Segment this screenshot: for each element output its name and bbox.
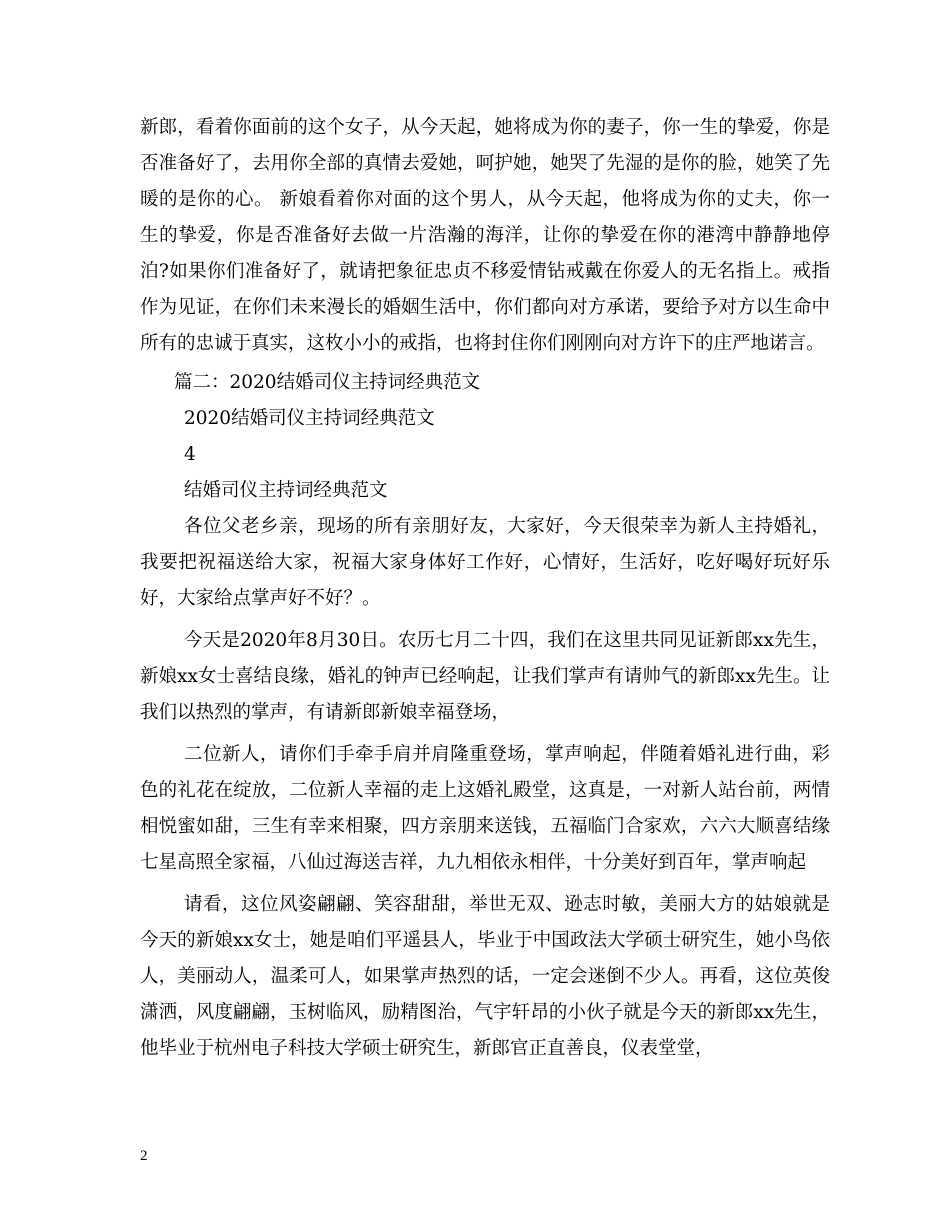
page-number: 2 [140,1148,148,1164]
paragraph-vows: 新郎，看着你面前的这个女子，从今天起，她将成为你的妻子，你一生的挚爱，你是否准备好了，去用你全部的真情去爱她，呵护她，她哭了先湿的是你的脸，她笑了先暖的是你的心。 新娘看着你对面的这个男人，从今天起，他将成为你的丈夫，你一生的挚爱，你是否准备好去做一片浩瀚的海洋，让你的挚爱在你的港湾中静静地停泊?如果你们准备好了，就请把象征忠贞不移爱情钻戒戴在你爱人的无名指上。戒指作为见证，在你们未来漫长的婚姻生活中，你们都向对方承诺，要给予对方以生命中所有的忠诚于真实，这枚小小的戒指，也将封住你们刚刚向对方许下的庄严地诺言。 [140,117,830,354]
document-title: 2020结婚司仪主持词经典范文 [184,408,435,429]
section-heading: 篇二：2020结婚司仪主持词经典范文 [174,372,481,393]
document-subtitle: 结婚司仪主持词经典范文 [184,480,388,501]
document-body [140,110,830,1067]
paragraph-entrance: 二位新人，请你们手牵手肩并肩隆重登场，掌声响起，伴随着婚礼进行曲，彩色的礼花在绽放，二位新人幸福的走上这婚礼殿堂，这真是，一对新人站台前，两情相悦蜜如甜，三生有幸来相聚，四方亲朋来送钱，五福临门合家欢，六六大顺喜结缘七星高照全家福，八仙过海送吉祥，九九相依永相伴，十分美好到百年，掌声响起 [140,744,830,873]
paragraph-greeting: 各位父老乡亲，现场的所有亲朋好友，大家好，今天很荣幸为新人主持婚礼，我要把祝福送给大家，祝福大家身体好工作好，心情好，生活好，吃好喝好玩好乐好，大家给点掌声好不好？。 [140,516,830,609]
number-line: 4 [184,444,196,465]
paragraph-introduction: 请看，这位风姿翩翩、笑容甜甜，举世无双、逊志时敏，美丽大方的姑娘就是今天的新娘xx女士，她是咱们平遥县人，毕业于中国政法大学硕士研究生，她小鸟依人，美丽动人，温柔可人，如果掌声热烈的话，一定会迷倒不少人。再看，这位英俊潇洒，风度翩翩，玉树临风，励精图治，气宇轩昂的小伙子就是今天的新郎xx先生，他毕业于杭州电子科技大学硕士研究生，新郎官正直善良，仪表堂堂， [140,894,830,1059]
paragraph-date: 今天是2020年8月30日。农历七月二十四，我们在这里共同见证新郎xx先生，新娘xx女士喜结良缘，婚礼的钟声已经响起，让我们掌声有请帅气的新郎xx先生。让我们以热烈的掌声，有请新郎新娘幸福登场， [140,630,830,723]
